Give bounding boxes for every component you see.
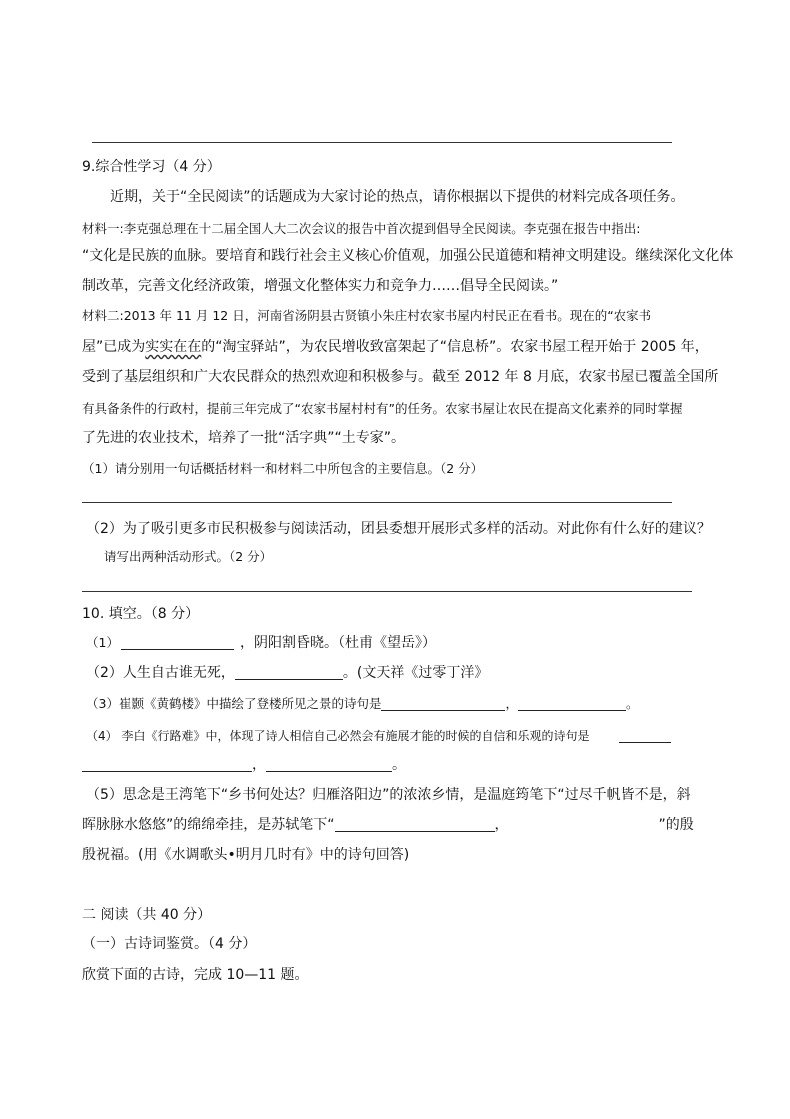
- material2-line4: 有具备条件的行政村，提前三年完成了“农家书屋村村有”的任务。农家书屋让农民在提高文化素养的同时掌握: [82, 401, 683, 416]
- q10-title: 10. 填空。（8 分）: [82, 606, 200, 622]
- q10-s5-line2-end: ”的殷: [658, 817, 694, 833]
- material2-line5: 了先进的农业技术，培养了一批“活字典”“土专家”。: [82, 430, 406, 446]
- q10-s5-line3: 殷祝福。(用《水调歌头•明月几时有》中的诗句回答): [82, 847, 410, 863]
- q9-sub2-line1: （2）为了吸引更多市民积极参与阅读活动，团县委想开展形式多样的活动。对此你有什么好的建议？: [86, 521, 711, 537]
- q10-s4-comma: ，: [252, 757, 266, 773]
- answer-line-top: [92, 142, 672, 143]
- material2-line3: 受到了基层组织和广大农民群众的热烈欢迎和积极参与。截至 2012 年 8 月底，农家书屋已覆盖全国所: [82, 369, 719, 385]
- q10-s3-comma: ，: [505, 696, 518, 711]
- blank-s5a[interactable]: [335, 817, 495, 832]
- q10-s5-comma: ，: [494, 817, 509, 833]
- answer-line-sub1[interactable]: [82, 502, 672, 503]
- blank-s3b[interactable]: [518, 696, 626, 711]
- material1-line3: 制改革，完善文化经济政策，增强文化整体实力和竞争力……倡导全民阅读。”: [82, 278, 559, 294]
- q10-s2-end: 。(文天祥《过零丁洋》: [342, 665, 489, 681]
- material2-line2-start: 屋”已成为: [82, 339, 146, 355]
- q10-s4-line2: [82, 755, 406, 775]
- material1-line2: “文化是民族的血脉。要培育和践行社会主义核心价值观，加强公民道德和精神文明建设。继续深化文化体: [82, 248, 734, 264]
- q10-s3: [86, 694, 639, 714]
- blank-s4b[interactable]: [82, 757, 252, 772]
- material2-line1: 材料二:2013 年 11 月 12 日，河南省汤阴县古贤镇小朱庄村农家书屋内村民正在看书。现在的“农家书: [82, 308, 652, 323]
- q10-s2: [86, 663, 488, 683]
- q9-intro: 近期，关于“全民阅读”的话题成为大家讨论的热点，请你根据以下提供的材料完成各项任务。: [110, 189, 685, 205]
- q9-sub1: （1）请分别用一句话概括材料一和材料二中所包含的主要信息。（2 分）: [82, 461, 484, 476]
- q9-sub2-line2: 请写出两种活动形式。（2 分）: [104, 549, 273, 564]
- material1-line1: 材料一:李克强总理在十二届全国人大二次会议的报告中首次提到倡导全民阅读。李克强在报告中指出:: [82, 221, 641, 236]
- material2-line2-rest: 的“淘宝驿站”，为农民增收致富架起了“信息桥”。农家书屋工程开始于 2005 年，: [201, 339, 709, 355]
- blank-s2[interactable]: [235, 665, 343, 680]
- q10-s5-line1: （5）思念是王湾笔下“乡书何处达？归雁洛阳边”的浓浓乡情，是温庭筠笔下“过尽千帆皆不是，斜: [86, 787, 691, 803]
- q10-s1-text: ，阴阳割昏晓。（杜甫《望岳》）: [239, 635, 436, 651]
- part2-subtitle: （一）古诗词鉴赏。（4 分）: [82, 936, 257, 952]
- q10-s4-end: 。: [392, 757, 406, 773]
- q10-s1: [86, 633, 436, 653]
- q10-s4-line1: [86, 726, 671, 746]
- answer-line-sub2[interactable]: [82, 591, 692, 592]
- q9-title: 9.综合性学习（4 分）: [82, 159, 221, 175]
- q10-s3-text: （3）崔颢《黄鹤楼》中描绘了登楼所见之景的诗句是: [86, 696, 382, 711]
- q10-s4-text: （4） 李白《行路难》中，体现了诗人相信自己必然会有施展才能的时候的自信和乐观的诗句是: [86, 729, 590, 743]
- q10-s1-number: （1）: [86, 635, 119, 650]
- q10-s5-line2-start: 晖脉脉水悠悠”的绵绵牵挂，是苏轼笔下“: [82, 817, 335, 833]
- part2-title: 二 阅读（共 40 分）: [82, 907, 212, 923]
- blank-s1[interactable]: [121, 635, 234, 650]
- blank-s4a[interactable]: [619, 728, 671, 743]
- q10-s5-line2: [82, 815, 694, 835]
- part2-instruction: 欣赏下面的古诗，完成 10—11 题。: [82, 967, 309, 983]
- q10-s2-text: （2）人生自古谁无死，: [86, 665, 235, 681]
- blank-s3a[interactable]: [381, 696, 505, 711]
- material2-line2: [82, 337, 709, 357]
- q10-s3-end: 。: [625, 696, 639, 711]
- blank-s4c[interactable]: [266, 757, 392, 772]
- wavy-underlined-phrase: 实实在在: [145, 339, 202, 355]
